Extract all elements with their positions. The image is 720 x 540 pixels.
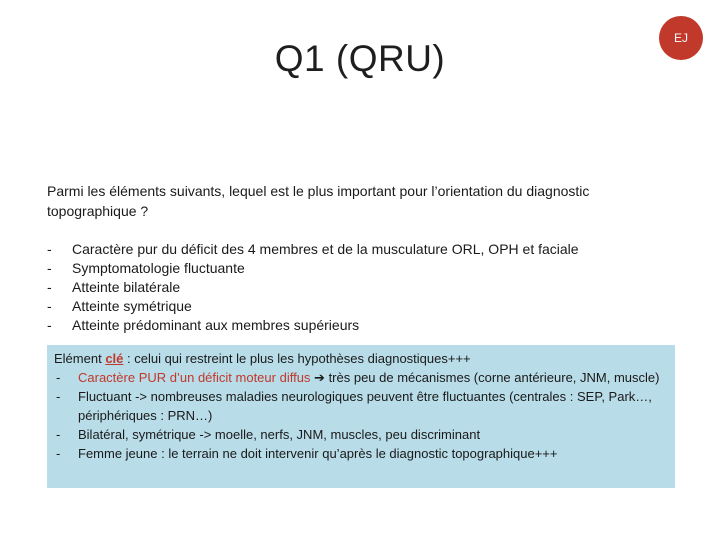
bullet-dash: - (56, 446, 61, 461)
bullet-dash: - (47, 241, 52, 257)
option-item (47, 297, 667, 316)
option-item (47, 259, 667, 278)
bullet-dash: - (47, 260, 52, 276)
option-item (47, 240, 667, 259)
slide-title: Q1 (QRU) (274, 38, 446, 79)
answer-item (54, 368, 665, 387)
arrow-right-icon: ➔ (314, 370, 325, 385)
option-item (47, 316, 667, 335)
answer-list (54, 368, 665, 463)
option-text: Atteinte symétrique (72, 298, 192, 314)
answer-intro-text: Elément (54, 351, 106, 366)
bullet-dash: - (56, 370, 61, 385)
option-text: Atteinte bilatérale (72, 279, 181, 295)
option-text: Symptomatologie fluctuante (72, 260, 245, 276)
answer-box (47, 345, 675, 488)
bullet-dash: - (47, 298, 52, 314)
author-badge: EJ (659, 16, 703, 60)
bullet-dash: - (56, 389, 61, 404)
answer-item-text: Bilatéral, symétrique -> moelle, nerfs, JNM, muscles, peu discriminant (78, 427, 481, 442)
bullet-dash: - (56, 427, 61, 442)
answer-item-text: très peu de mécanismes (corne antérieure, JNM, muscle) (324, 370, 660, 385)
question-text: Parmi les éléments suivants, lequel est le plus important pour l’orientation du diagnostic topographique ? (47, 183, 590, 219)
bullet-dash: - (47, 279, 52, 295)
key-word: clé (105, 351, 124, 366)
answer-intro-rest: : celui qui restreint le plus les hypothèses diagnostiques+++ (123, 351, 471, 366)
answer-item (54, 444, 665, 463)
answer-intro (54, 349, 665, 368)
options-list (47, 240, 667, 335)
answer-item-text: Fluctuant -> nombreuses maladies neurologiques peuvent être fluctuantes (centrales : SEP, Park…, périphériques : PRN…) (78, 389, 652, 423)
answer-item (54, 425, 665, 444)
answer-item-highlight: Caractère PUR d’un déficit moteur diffus (78, 370, 311, 385)
option-text: Atteinte prédominant aux membres supérieurs (72, 317, 360, 333)
answer-item-text: Femme jeune : le terrain ne doit intervenir qu’après le diagnostic topographique+++ (78, 446, 558, 461)
answer-item (54, 387, 665, 425)
option-text: Caractère pur du déficit des 4 membres et de la musculature ORL, OPH et faciale (72, 241, 579, 257)
bullet-dash: - (47, 317, 52, 333)
option-item (47, 278, 667, 297)
